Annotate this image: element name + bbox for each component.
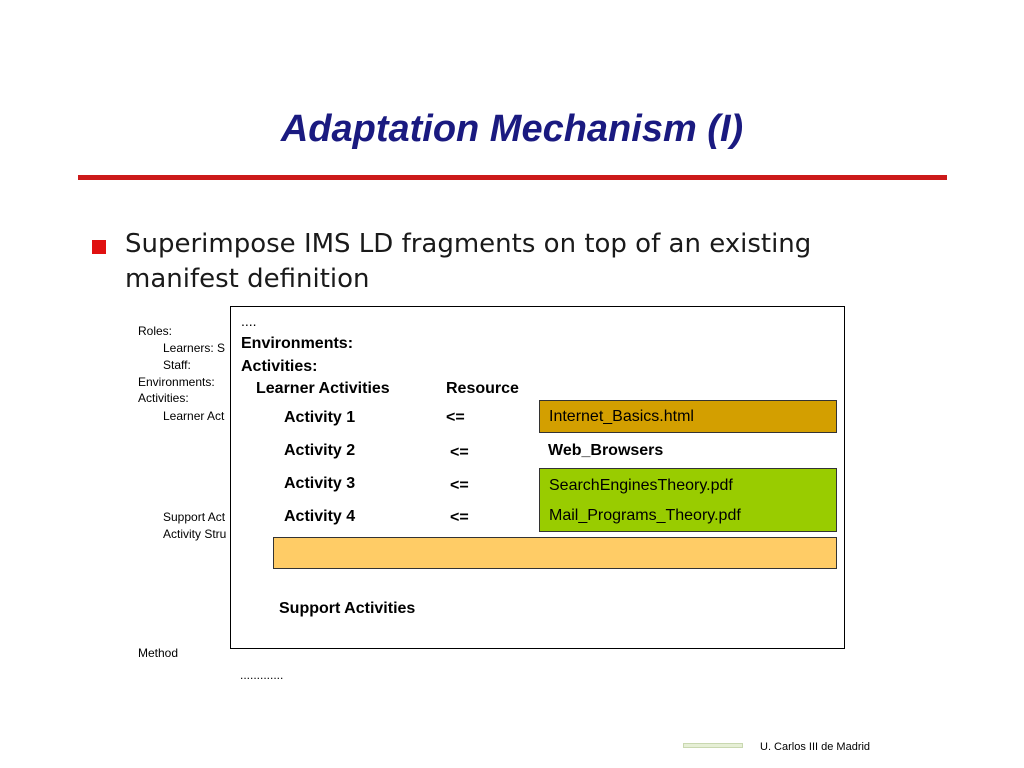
- activity-4-label: Activity 4: [284, 508, 356, 525]
- manifest-environments: Environments:: [138, 375, 215, 389]
- resource-header: Resource: [446, 380, 519, 397]
- support-resource-block: [273, 537, 837, 569]
- bullet-text-line1: Superimpose IMS LD fragments on top of an existing: [125, 229, 812, 259]
- box-ellipsis: ....: [241, 313, 257, 329]
- footer-decoration: [683, 743, 743, 748]
- learner-activities-header: Learner Activities: [256, 380, 390, 397]
- activity-3-label: Activity 3: [284, 475, 356, 492]
- resource-mail-programs: Mail_Programs_Theory.pdf: [549, 507, 741, 524]
- activity-1-label: Activity 1: [284, 409, 356, 426]
- activity-3-arrow: <=: [450, 477, 469, 494]
- resource-web-browsers: Web_Browsers: [548, 442, 664, 459]
- resource-green-block: [539, 468, 837, 532]
- activity-2-arrow: <=: [450, 444, 469, 461]
- bullet-text-line2: manifest definition: [125, 264, 370, 294]
- title-divider: [78, 175, 947, 180]
- activity-4-arrow: <=: [450, 509, 469, 526]
- manifest-activity-structure: Activity Stru: [163, 527, 227, 541]
- manifest-support-act: Support Act: [163, 510, 226, 524]
- resource-search-engines: SearchEnginesTheory.pdf: [549, 477, 733, 494]
- footer-institution: U. Carlos III de Madrid: [760, 741, 871, 753]
- activity-2-label: Activity 2: [284, 442, 356, 459]
- activity-1-arrow: <=: [446, 409, 465, 426]
- resource-internet-basics: Internet_Basics.html: [539, 400, 837, 433]
- box-environments: Environments:: [241, 335, 354, 352]
- manifest-learner-act: Learner Act: [163, 409, 225, 423]
- manifest-method: Method: [138, 646, 179, 660]
- bullet-square-icon: [92, 240, 106, 254]
- manifest-activities: Activities:: [138, 391, 189, 405]
- manifest-ellipsis: .............: [240, 668, 284, 682]
- manifest-roles: Roles:: [138, 324, 173, 338]
- slide-title: Adaptation Mechanism (I): [280, 108, 744, 150]
- manifest-learners: Learners: S: [163, 341, 226, 355]
- manifest-staff: Staff:: [163, 358, 191, 372]
- support-activities-label: Support Activities: [279, 600, 416, 617]
- ld-fragment-box: [230, 306, 845, 649]
- box-activities: Activities:: [241, 358, 318, 375]
